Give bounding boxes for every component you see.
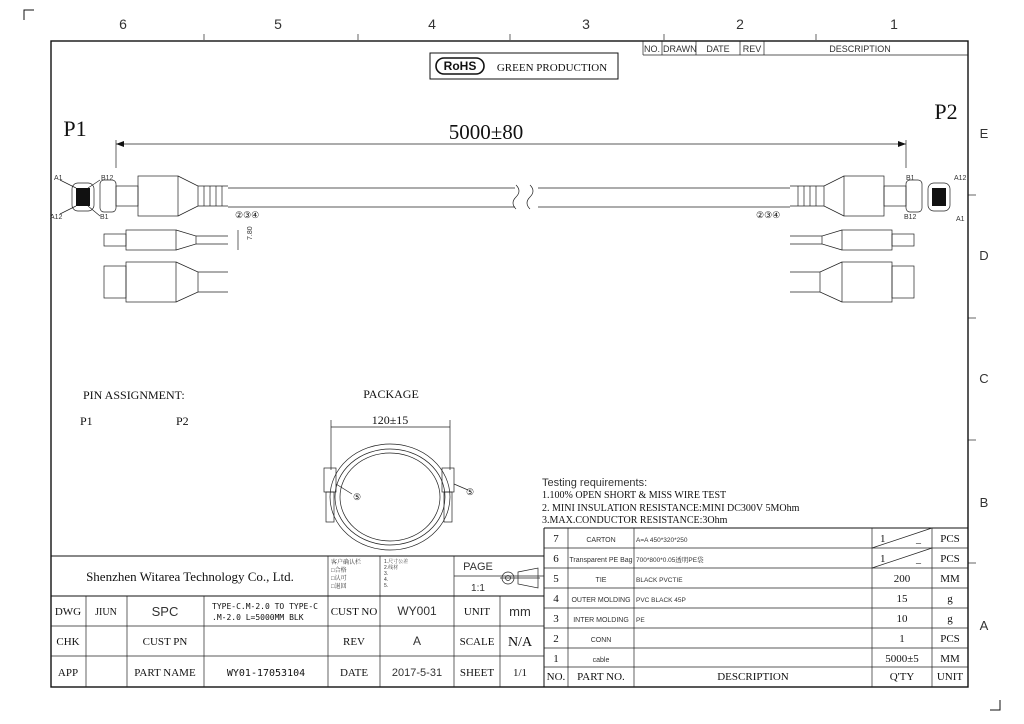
bom-cell-no: 6 <box>553 553 559 565</box>
bom-cell-desc: A=A 450*320*250 <box>636 537 688 544</box>
bom-cell-unit: PCS <box>940 533 960 545</box>
left-bottom-view <box>104 262 228 302</box>
approval-reject: □退回 <box>331 584 347 590</box>
zone-col-4: 4 <box>428 16 436 32</box>
right-bottom-view <box>790 262 914 302</box>
projection-symbol-icon <box>500 568 540 588</box>
bom-cell-unit: PCS <box>940 633 960 645</box>
rev-header-drawn: DRAWN <box>663 44 697 54</box>
app-label: APP <box>57 667 79 679</box>
zone-col-1: 1 <box>890 16 898 32</box>
bom-cell-desc: 700*800*0.05透明PE袋 <box>636 557 704 564</box>
bom-cell-part: Transparent PE Bag <box>569 557 633 564</box>
bom-cell-part: INTER MOLDING <box>573 617 629 624</box>
bom-cell-no: 4 <box>553 593 559 605</box>
scale-value: N/A <box>507 635 533 650</box>
left-pin-b1: B1 <box>100 214 109 221</box>
bom-cell-part: CARTON <box>586 537 616 544</box>
cable-body <box>228 185 790 209</box>
green-production-label: GREEN PRODUCTION <box>496 62 608 74</box>
right-connector <box>790 176 950 216</box>
pin-assignment-p1: P1 <box>80 414 93 428</box>
bom-cell-part: cable <box>592 657 610 664</box>
approval-accept: □认可 <box>331 576 347 582</box>
bom-cell-unit: g <box>947 613 953 625</box>
bom-cell-unit: MM <box>940 653 960 665</box>
note-4: 4. <box>384 577 389 583</box>
bom-header-qty: Q'TY <box>889 671 915 683</box>
left-pin-a12: A12 <box>50 214 63 221</box>
rev-header-no: NO. <box>644 44 661 54</box>
length-dimension <box>116 140 906 168</box>
package-dim: 120±15 <box>371 413 409 427</box>
rev-header-date: DATE <box>706 44 730 54</box>
dwg-value: SPC <box>151 604 179 619</box>
zone-col-6: 6 <box>119 16 127 32</box>
bom-cell-no: 2 <box>553 633 559 645</box>
right-pin-b12: B12 <box>904 214 917 221</box>
bom-cell-no: 5 <box>553 573 559 585</box>
bom-cell-part: TIE <box>595 577 607 584</box>
rev-label: REV <box>343 636 365 648</box>
bom-cell-part: OUTER MOLDING <box>571 597 631 604</box>
zone-row-c: C <box>979 371 989 386</box>
testing-title: Testing requirements: <box>542 477 648 489</box>
left-connector <box>60 176 228 216</box>
p1-label: P1 <box>63 116 87 141</box>
testing-line-2: 2. MINI INSULATION RESISTANCE:MINI DC300V 5MOhm <box>542 503 800 514</box>
zone-row-a: A <box>979 618 989 633</box>
package-callout-left: ⑤ <box>353 493 362 503</box>
bom-cell-no: 1 <box>553 653 559 665</box>
part-name-value: WY01-17053104 <box>226 668 306 679</box>
dwg-name: JIUN <box>95 607 117 618</box>
cust-pn-label: CUST PN <box>142 636 188 648</box>
left-pin-a1: A1 <box>54 175 63 182</box>
pin-assignment-title: PIN ASSIGNMENT: <box>83 388 185 402</box>
testing-line-3: 3.MAX.CONDUCTOR RESISTANCE:3Ohm <box>542 515 728 526</box>
length-value: 5000±80 <box>448 120 524 144</box>
cust-no-label: CUST NO <box>330 606 378 618</box>
right-pin-a1: A1 <box>956 216 965 223</box>
bom-cell-qty: 1 <box>899 633 905 645</box>
right-callout: ②③④ <box>756 211 781 221</box>
bom-cell-part: CONN <box>590 637 612 644</box>
bom-cell-qty: 1 <box>880 533 886 545</box>
left-side-view <box>104 230 238 250</box>
bom-rows <box>553 533 960 665</box>
rev-header-rev: REV <box>742 44 762 54</box>
bom-cell-desc: PE <box>636 617 645 624</box>
cust-no-value: WY001 <box>397 604 437 618</box>
scale-label: SCALE <box>459 636 495 648</box>
rev-header-description: DESCRIPTION <box>829 44 891 54</box>
drawing-title-line-2: .M-2.0 L=5000MM BLK <box>212 613 304 622</box>
sheet-value: 1/1 <box>512 667 528 679</box>
note-5: 5. <box>384 583 389 589</box>
bom-cell-unit: PCS <box>940 553 960 565</box>
right-side-view <box>790 230 914 250</box>
page-value: 1:1 <box>471 583 485 594</box>
bom-header-desc: DESCRIPTION <box>717 671 789 683</box>
rev-value: A <box>412 634 422 648</box>
zone-row-d: D <box>979 248 989 263</box>
bom-cell-unit: MM <box>940 573 960 585</box>
zone-row-e: E <box>979 126 989 141</box>
note-1: 1.尺寸公差 <box>384 559 409 565</box>
sheet-label: SHEET <box>459 667 495 679</box>
bom-cell-qty-suffix: _ <box>916 534 921 545</box>
bom-cell-qty: 1 <box>880 553 886 565</box>
bom-header-unit: UNIT <box>936 671 964 683</box>
bom-cell-no: 3 <box>553 613 559 625</box>
bom-cell-qty: 10 <box>896 613 908 625</box>
left-dim-small: 7.80 <box>247 226 254 240</box>
date-value: 2017-5-31 <box>391 667 443 679</box>
package-drawing <box>324 420 468 550</box>
zone-col-5: 5 <box>274 16 282 32</box>
p2-label: P2 <box>934 99 958 124</box>
rohs-label: RoHS <box>443 59 477 73</box>
bom-cell-qty: 200 <box>893 573 911 585</box>
bom-cell-qty: 15 <box>896 593 908 605</box>
package-callout-right: ⑤ <box>466 488 475 498</box>
unit-value: mm <box>509 604 531 619</box>
left-callout: ②③④ <box>235 211 260 221</box>
zone-row-b: B <box>979 495 989 510</box>
bom-cell-no: 7 <box>553 533 559 545</box>
part-name-label: PART NAME <box>134 667 196 679</box>
pin-assignment-p2: P2 <box>176 414 189 428</box>
testing-line-1: 1.100% OPEN SHORT & MISS WIRE TEST <box>542 490 727 501</box>
bom-header-no: NO. <box>546 671 566 683</box>
package-title: PACKAGE <box>363 387 419 401</box>
left-pin-b12: B12 <box>101 175 114 182</box>
note-2: 2.线材 <box>384 565 399 571</box>
bom-cell-unit: g <box>947 593 953 605</box>
chk-label: CHK <box>56 636 80 648</box>
bom-cell-desc: BLACK PVCTIE <box>636 577 683 584</box>
zone-col-2: 2 <box>736 16 744 32</box>
drawing-title-line-1: TYPE-C.M-2.0 TO TYPE-C <box>212 602 318 611</box>
zone-col-3: 3 <box>582 16 590 32</box>
date-label: DATE <box>339 667 369 679</box>
bom-cell-desc: PVC BLACK 45P <box>636 597 686 604</box>
unit-label: UNIT <box>463 606 491 618</box>
bom-header-part: PART NO. <box>577 671 625 683</box>
company-name: Shenzhen Witarea Technology Co., Ltd. <box>86 569 294 584</box>
page-label: PAGE <box>463 561 493 573</box>
bom-cell-qty: 5000±5 <box>885 653 919 665</box>
dwg-label: DWG <box>54 606 82 618</box>
right-pin-a12: A12 <box>954 175 967 182</box>
note-3: 3. <box>384 571 389 577</box>
right-pin-b1: B1 <box>906 175 915 182</box>
approval-pass: □合格 <box>331 568 347 574</box>
approval-title: 客户确认栏 <box>331 560 362 566</box>
bom-cell-qty-suffix: _ <box>916 554 921 565</box>
